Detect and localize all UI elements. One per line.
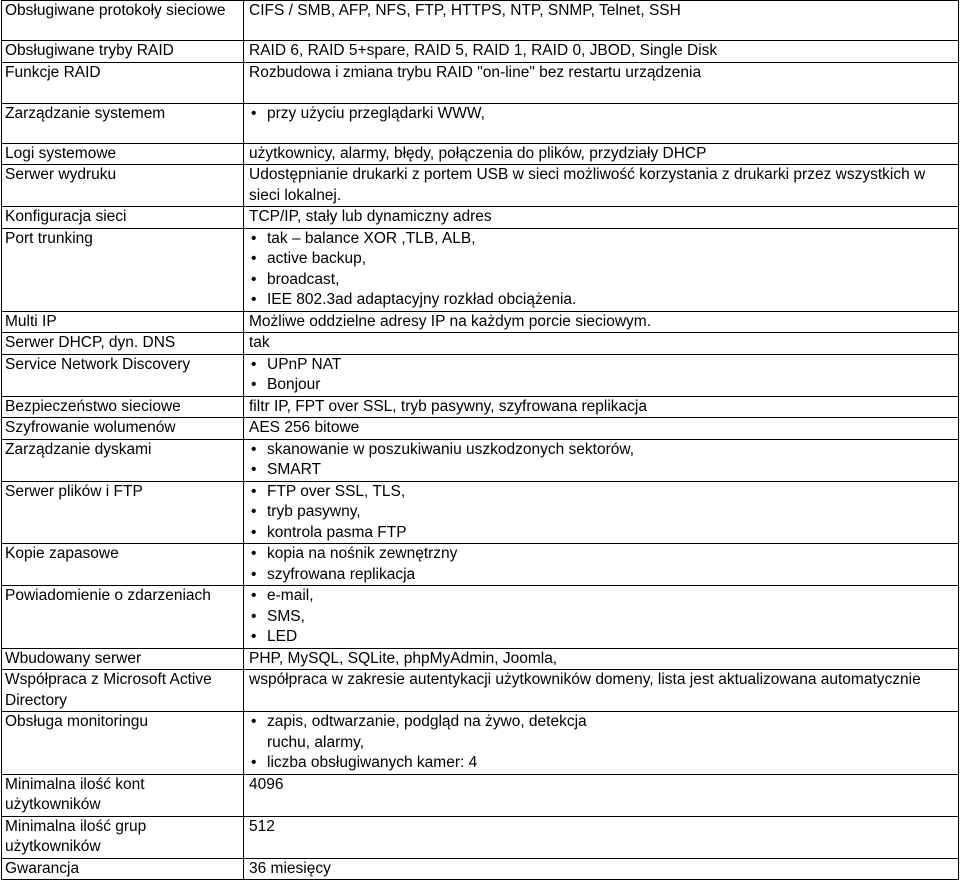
row-value: PHP, MySQL, SQLite, phpMyAdmin, Joomla, [244, 648, 959, 670]
list-item: • kontrola pasma FTP [249, 523, 958, 544]
row-label: Kopie zapasowe [2, 544, 244, 586]
row-value: 4096 [244, 774, 959, 816]
row-label: Szyfrowanie wolumenów [2, 418, 244, 440]
row-value: Rozbudowa i zmiana trybu RAID "on-line" bez restartu urządzenia [244, 62, 959, 103]
table-row [2, 544, 959, 586]
list-item: • przy użyciu przeglądarki WWW, [249, 104, 958, 125]
table-row [2, 311, 959, 333]
list-item: • liczba obsługiwanych kamer: 4 [249, 753, 958, 774]
row-value: Udostępnianie drukarki z portem USB w sieci możliwość korzystania z drukarki przez wszystkich w sieci lokalnej. [244, 165, 959, 207]
table-row [2, 439, 959, 481]
row-label: Obsługiwane protokoły sieciowe [2, 1, 244, 41]
row-label: Współpraca z Microsoft Active Directory [2, 670, 244, 712]
row-value [244, 228, 959, 311]
list-item: • SMART [249, 460, 958, 481]
row-value: CIFS / SMB, AFP, NFS, FTP, HTTPS, NTP, SNMP, Telnet, SSH [244, 1, 959, 41]
row-label: Konfiguracja sieci [2, 207, 244, 229]
row-label: Serwer plików i FTP [2, 481, 244, 544]
table-row [2, 774, 959, 816]
table-row [2, 858, 959, 880]
table-row [2, 712, 959, 775]
table-row [2, 207, 959, 229]
row-label: Gwarancja [2, 858, 244, 880]
row-label: Port trunking [2, 228, 244, 311]
table-row [2, 816, 959, 858]
row-label: Zarządzanie systemem [2, 103, 244, 143]
row-value [244, 544, 959, 586]
table-row [2, 165, 959, 207]
row-label: Zarządzanie dyskami [2, 439, 244, 481]
table-row [2, 143, 959, 165]
list-item: • e-mail, [249, 586, 958, 607]
list-item: • tryb pasywny, [249, 502, 958, 523]
table-row [2, 103, 959, 143]
row-value: 36 miesięcy [244, 858, 959, 880]
row-label: Wbudowany serwer [2, 648, 244, 670]
table-row [2, 62, 959, 103]
table-row [2, 228, 959, 311]
list-item: • kopia na nośnik zewnętrzny [249, 544, 958, 565]
list-item: • skanowanie w poszukiwaniu uszkodzonych sektorów, [249, 440, 958, 461]
list-item: • IEE 802.3ad adaptacyjny rozkład obciążenia. [249, 290, 958, 311]
table-row [2, 1, 959, 41]
table-row [2, 41, 959, 63]
list-item: • UPnP NAT [249, 355, 958, 376]
row-value: użytkownicy, alarmy, błędy, połączenia do plików, przydziały DHCP [244, 143, 959, 165]
table-row [2, 333, 959, 355]
list-item: • zapis, odtwarzanie, podgląd na żywo, detekcja [249, 712, 958, 733]
list-item-continuation: ruchu, alarmy, [267, 733, 365, 751]
row-value: AES 256 bitowe [244, 418, 959, 440]
row-label: Powiadomienie o zdarzeniach [2, 586, 244, 649]
row-label: Funkcje RAID [2, 62, 244, 103]
list-item: • SMS, [249, 607, 958, 628]
row-label: Obsługa monitoringu [2, 712, 244, 775]
row-label: Minimalna ilość kont użytkowników [2, 774, 244, 816]
row-label: Multi IP [2, 311, 244, 333]
list-item: • FTP over SSL, TLS, [249, 482, 958, 503]
list-item: • Bonjour [249, 375, 958, 396]
row-label: Serwer wydruku [2, 165, 244, 207]
row-value: tak [244, 333, 959, 355]
list-item: • szyfrowana replikacja [249, 565, 958, 586]
list-item: • tak – balance XOR ,TLB, ALB, [249, 229, 958, 250]
row-label: Minimalna ilość grup użytkowników [2, 816, 244, 858]
row-value: Możliwe oddzielne adresy IP na każdym porcie sieciowym. [244, 311, 959, 333]
row-label: Service Network Discovery [2, 354, 244, 396]
row-value: filtr IP, FPT over SSL, tryb pasywny, szyfrowana replikacja [244, 396, 959, 418]
spec-table [1, 0, 959, 880]
table-row [2, 481, 959, 544]
table-row [2, 418, 959, 440]
row-value [244, 712, 959, 775]
row-value: współpraca w zakresie autentykacji użytkowników domeny, lista jest aktualizowana automatycznie [244, 670, 959, 712]
row-label: Obsługiwane tryby RAID [2, 41, 244, 63]
table-row [2, 354, 959, 396]
row-value [244, 103, 959, 143]
row-label: Logi systemowe [2, 143, 244, 165]
table-row [2, 586, 959, 649]
table-row [2, 396, 959, 418]
row-value [244, 481, 959, 544]
row-value [244, 439, 959, 481]
row-label: Bezpieczeństwo sieciowe [2, 396, 244, 418]
row-value: 512 [244, 816, 959, 858]
row-value [244, 354, 959, 396]
list-item: • broadcast, [249, 270, 958, 291]
row-value: RAID 6, RAID 5+spare, RAID 5, RAID 1, RAID 0, JBOD, Single Disk [244, 41, 959, 63]
row-value [244, 586, 959, 649]
list-item: • LED [249, 627, 958, 648]
row-label: Serwer DHCP, dyn. DNS [2, 333, 244, 355]
table-row [2, 670, 959, 712]
row-value: TCP/IP, stały lub dynamiczny adres [244, 207, 959, 229]
table-row [2, 648, 959, 670]
list-item: • active backup, [249, 249, 958, 270]
